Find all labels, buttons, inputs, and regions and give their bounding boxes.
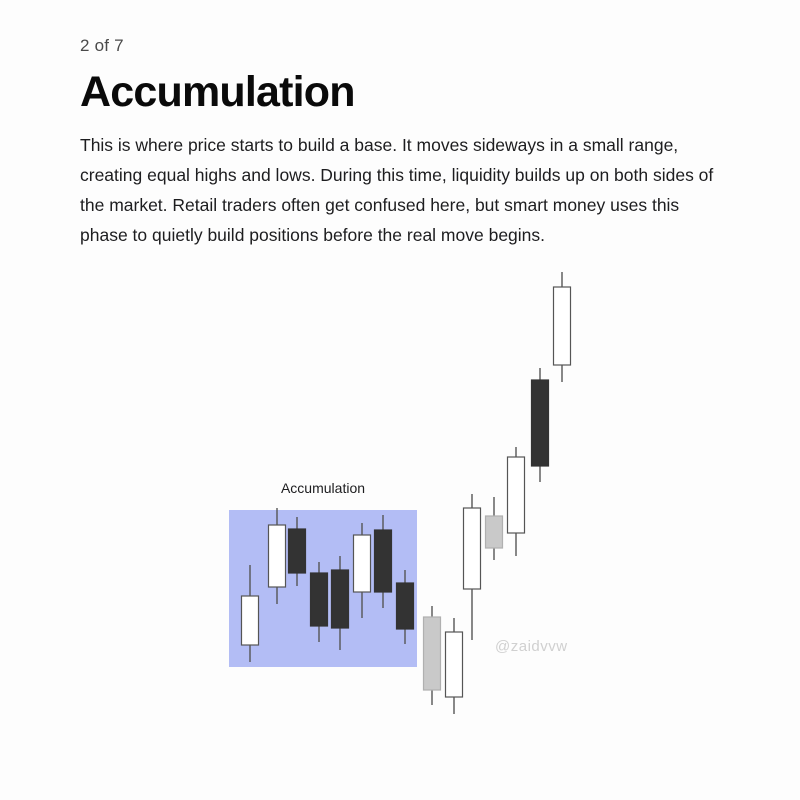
- chart-svg: [0, 250, 800, 790]
- candle-body: [508, 457, 525, 533]
- candle-body: [446, 632, 463, 697]
- candle-body: [397, 583, 414, 629]
- candle-body: [554, 287, 571, 365]
- watermark-text: @zaidvvw: [495, 638, 568, 655]
- page-title: Accumulation: [80, 68, 355, 116]
- candle-body: [486, 516, 503, 548]
- candle-body: [424, 617, 441, 690]
- candle: [532, 368, 549, 482]
- candle-body: [242, 596, 259, 645]
- slide-counter: 2 of 7: [80, 36, 124, 55]
- candle: [446, 618, 463, 714]
- candle-body: [269, 525, 286, 587]
- candle: [464, 494, 481, 640]
- candlestick-chart: [0, 250, 800, 790]
- candle: [554, 272, 571, 382]
- slide-body-text: This is where price starts to build a base. It moves sideways in a small range, creating equal highs and lows. During this time, liquidity builds up on both sides of the market. Retail traders often get confused here, but smart money uses this phase to quietly build positions before the real move begins.: [80, 134, 714, 245]
- candle-body: [532, 380, 549, 466]
- candle: [508, 447, 525, 556]
- candle: [424, 606, 441, 705]
- candle-body: [311, 573, 328, 626]
- candle-body: [332, 570, 349, 628]
- candle-body: [354, 535, 371, 592]
- chart-zone-label-group: [281, 480, 365, 496]
- candle-body: [464, 508, 481, 589]
- candle-body: [375, 530, 392, 592]
- candle-body: [289, 529, 306, 573]
- slide-content: [80, 36, 730, 250]
- candle: [486, 497, 503, 560]
- zone-label: Accumulation: [280, 480, 366, 496]
